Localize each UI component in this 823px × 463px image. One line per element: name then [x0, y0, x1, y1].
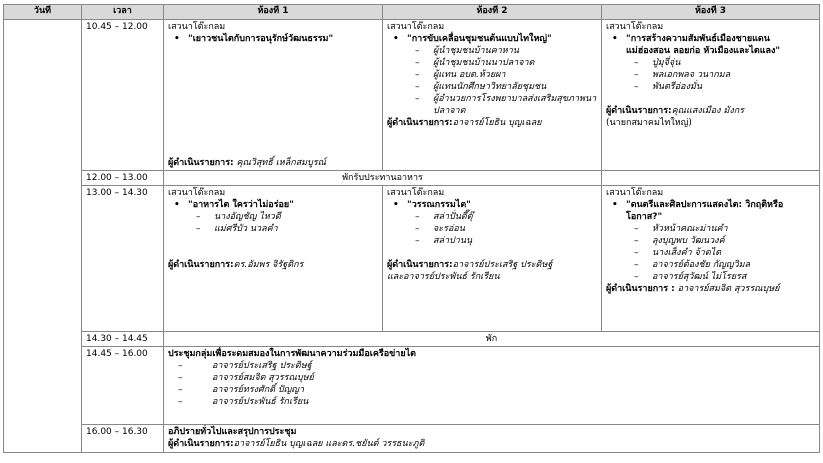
- session-topic-line2: แม่ฮ่องสอน ลอยก่อ หัวเมืองและไตแลง": [626, 46, 781, 56]
- header-date: วันที่: [4, 5, 82, 20]
- speaker-item: – จะรอ่อน: [415, 224, 465, 234]
- session-topic: • "เยาวชนไตกับการอนุรักษ์วัฒนธรรม": [174, 34, 334, 44]
- speaker-item: – ลุงบุญพบ วัฒนวงค์: [634, 236, 725, 246]
- lunch-label: พักรับประทานอาหาร: [164, 171, 602, 186]
- moderator-line: ผู้ดำเนินรายการ: คุณวิสุทธิ์ เหล็กสมบูรณ์: [168, 158, 327, 168]
- room1-session: [164, 186, 383, 332]
- session-heading: เสวนาโต๊ะกลม: [387, 22, 445, 32]
- spacer: [387, 247, 597, 259]
- room1-session: [164, 20, 383, 171]
- time-cell: 13.00 – 14.30: [82, 186, 164, 332]
- session-heading: เสวนาโต๊ะกลม: [387, 188, 445, 198]
- session-topic: • "การขับเคลื่อนชุมชนต้นแบบไทใหญ่": [393, 34, 552, 44]
- empty-cell: [602, 171, 820, 186]
- room3-session: [602, 20, 820, 171]
- session-topic-line2: โอกาส?": [626, 212, 663, 222]
- speaker-item: – อาจารย์ต้องชัย กัญญวิมล: [634, 260, 751, 270]
- time-cell: 14.45 – 16.00: [82, 347, 164, 425]
- moderator-line: ผู้ดำเนินรายการ:อาจารย์โยธิน บุญเฉลย และดร.ชยันต์ วรรธนะภูติ: [168, 439, 425, 449]
- speaker-item: – นางอัญชัญ ไหวดี: [196, 212, 281, 222]
- speaker-item: – หัวหน้าคณะม่านคำ: [634, 224, 728, 234]
- speaker-item: – อาจารย์ทรงศักดิ์ ปัญญา: [178, 385, 305, 395]
- table-row: [4, 425, 820, 453]
- speaker-item: – อาจารย์สุวัฒน์ ไม่โรยรส: [634, 272, 747, 282]
- moderator-note: (นายกสมาคมไทใหญ่): [606, 118, 692, 128]
- moderator-line: ผู้ดำเนินรายการ:คุณแสงเมือง มังกร: [606, 106, 744, 116]
- speaker-item: – พลเอกพลจ วนากมล: [634, 70, 731, 80]
- speaker-item: – สล่าปั่นดี๊ตุ๊: [415, 212, 473, 222]
- spacer: [606, 93, 815, 105]
- room3-session: [602, 186, 820, 332]
- time-cell: 16.00 – 16.30: [82, 425, 164, 453]
- table-row: [4, 186, 820, 332]
- session-heading: เสวนาโต๊ะกลม: [606, 22, 664, 32]
- speaker-item: – ผู้นำชุมชนบ้านคาหาน: [415, 46, 519, 56]
- speaker-item: – ผู้อำนวยการโรงพยาบาลส่งเสริมสุขภาพนา: [415, 94, 597, 104]
- header-room2: ห้องที่ 2: [383, 5, 602, 20]
- header-room1: ห้องที่ 1: [164, 5, 383, 20]
- speaker-item: – อาจารย์ประพันธ์ รักเรียน: [178, 397, 309, 407]
- moderator-line: ผู้ดำเนินรายการ : อาจารย์สมจิต สุวรรณบุษย์: [606, 284, 780, 294]
- group-session: [164, 347, 820, 425]
- moderator-line: ผู้ดำเนินรายการ:ดร.อัมพร จิรัฐติกร: [168, 260, 304, 270]
- table-row: [4, 171, 820, 186]
- break-label: พัก: [164, 332, 820, 347]
- session-heading: เสวนาโต๊ะกลม: [606, 188, 664, 198]
- speaker-item: – ผู้แทน อบต.ห้วยผา: [415, 70, 506, 80]
- room2-session: [383, 186, 602, 332]
- schedule-table: [3, 4, 820, 453]
- moderator-line: ผู้ดำเนินรายการ:อาจารย์โยธิน บุญเฉลย: [387, 118, 542, 128]
- table-row: [4, 347, 820, 425]
- session-topic: • "การสร้างความสัมพันธ์เมืองชายแดน: [612, 34, 770, 44]
- session-topic: • "อาหารไต ใครว่าไม่อร่อย": [174, 200, 294, 210]
- speaker-item: – อาจารย์สมจิต สุวรรณบุษย์: [178, 373, 314, 383]
- speaker-item: – สล่าปานนุ: [415, 236, 473, 246]
- session-heading: เสวนาโต๊ะกลม: [168, 22, 226, 32]
- time-cell: 12.00 – 13.00: [82, 171, 164, 186]
- header-time: เวลา: [82, 5, 164, 20]
- speaker-item: – นางเส็งคำ จ้าดไต: [634, 248, 722, 258]
- speaker-item: – อาจารย์ประเสริฐ ประดิษฐ์: [178, 361, 312, 371]
- speaker-item: – แม่ศรีบัว นวลคำ: [196, 224, 278, 234]
- speaker-item-continued: ปลาจาด: [433, 106, 466, 116]
- header-room3: ห้องที่ 3: [602, 5, 820, 20]
- room2-session: [383, 20, 602, 171]
- session-heading: เสวนาโต๊ะกลม: [168, 188, 226, 198]
- speaker-item: – ปู่มุจี่จุ่น: [634, 58, 681, 68]
- session-topic: • "วรรณกรรมไต": [393, 200, 471, 210]
- spacer: [168, 235, 378, 259]
- moderator-line: ผู้ดำเนินรายการ:อาจารย์ประเสริฐ ประดิษฐ์: [387, 260, 553, 270]
- time-cell: 14.30 – 14.45: [82, 332, 164, 347]
- speaker-item: – ผู้นำชุมชนบ้านนาปลาจาด: [415, 58, 535, 68]
- table-row: [4, 332, 820, 347]
- session-title: ประชุมกลุ่มเพื่อระดมสมองในการพัฒนาความร่วมมือเครือข่ายไต: [168, 349, 416, 359]
- speaker-item: – พันตรีอ่องมั่น: [634, 82, 703, 92]
- session-topic: • "ดนตรีและศิลปะการแสดงไต: วิกฤติหรือ: [612, 200, 784, 210]
- speaker-item: – ผู้แทนนักศึกษาวิทยาลัยชุมชน: [415, 82, 547, 92]
- table-row: [4, 20, 820, 171]
- header-row: [4, 5, 820, 20]
- time-cell: 10.45 – 12.00: [82, 20, 164, 171]
- closing-session: [164, 425, 820, 453]
- date-cell: [4, 20, 82, 453]
- moderator-line-2: และอาจารย์ประพันธ์ รักเรียน: [387, 272, 500, 282]
- session-title: อภิปรายทั่วไปและสรุปการประชุม: [168, 427, 297, 437]
